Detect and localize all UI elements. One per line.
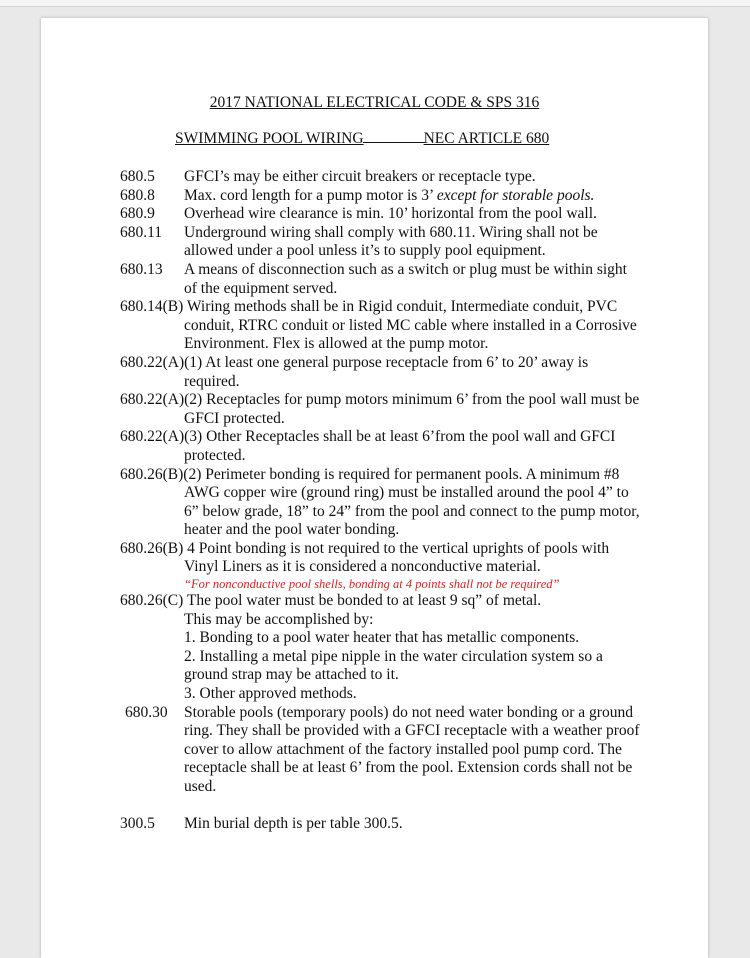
section-number: 680.5 bbox=[120, 168, 155, 185]
section-number: 680.22(A)(2) bbox=[120, 391, 207, 409]
section-number: 680.22(A)(1) bbox=[120, 353, 206, 371]
section-number: 680.13 bbox=[120, 260, 163, 278]
code-entry bbox=[120, 466, 640, 540]
section-text: 4 Point bonding is not required to the vertical uprights of pools with Vinyl Liners as it is considered a nonconductive material. bbox=[184, 539, 610, 576]
section-text: Overhead wire clearance is min. 10’ horizontal from the pool wall. bbox=[184, 205, 597, 223]
code-entry bbox=[120, 354, 640, 391]
section-text: Perimeter bonding is required for permanent pools. A minimum #8 AWG copper wire (ground ring) must be installed around the pool 4” to 6” below grade, 18” to 24” from the pool and connect to the pump motor, heater and the pool water bonding. bbox=[184, 465, 640, 539]
code-entry bbox=[120, 815, 640, 834]
code-entry bbox=[120, 187, 640, 206]
section-text: Receptacles for pump motors minimum 6’ from the pool wall must be GFCI protected. bbox=[184, 391, 640, 427]
list-item: 1. Bonding to a pool water heater that has metallic components. bbox=[184, 629, 580, 647]
code-entry bbox=[120, 592, 640, 611]
code-entry bbox=[120, 540, 640, 577]
code-entry bbox=[120, 168, 640, 187]
section-text: Min burial depth is per table 300.5. bbox=[184, 814, 403, 832]
code-entry bbox=[120, 205, 640, 224]
section-text: Other Receptacles shall be at least 6’from the pool wall and GFCI protected. bbox=[184, 428, 616, 464]
spacer bbox=[120, 797, 640, 815]
subtitle-topic: SWIMMING POOL WIRING bbox=[175, 130, 364, 147]
code-entry bbox=[120, 428, 640, 465]
section-number: 680.26(C) bbox=[120, 592, 187, 610]
list-item: 2. Installing a metal pipe nipple in the water circulation system so a ground strap may be attached to it. bbox=[184, 647, 603, 684]
code-entry bbox=[120, 261, 640, 298]
document-page bbox=[41, 18, 708, 958]
bonding-methods-intro: This may be accomplished by: bbox=[184, 610, 374, 628]
section-number: 680.8 bbox=[120, 186, 155, 204]
section-number: 680.9 bbox=[120, 205, 155, 223]
nonconductive-note: “For nonconductive pool shells, bonding at 4 points shall not be required” bbox=[184, 577, 560, 592]
section-text: Max. cord length for a pump motor is 3’ bbox=[184, 186, 437, 204]
section-number: 680.14(B) bbox=[120, 298, 187, 316]
section-text: The pool water must be bonded to at least 9 sq” of metal. bbox=[186, 592, 542, 610]
code-entry bbox=[120, 298, 640, 354]
document-title: 2017 NATIONAL ELECTRICAL CODE & SPS 316 bbox=[209, 94, 540, 111]
list-item: 3. Other approved methods. bbox=[184, 685, 357, 703]
code-entry bbox=[120, 391, 640, 428]
section-text: Storable pools (temporary pools) do not need water bonding or a ground ring. They shall be provided with a GFCI receptacle with a weather proof cover to allow attachment of the factory installed pool pump cord. The receptacle shall be at least 6’ from the pool. Extension cords shall not be used. bbox=[184, 703, 640, 795]
bonding-methods bbox=[120, 611, 640, 704]
section-number: 680.26(B) bbox=[120, 539, 188, 557]
code-entry bbox=[120, 704, 640, 797]
code-entry bbox=[120, 224, 640, 261]
subtitle-article: NEC ARTICLE 680 bbox=[423, 130, 550, 147]
section-text: At least one general purpose receptacle from 6’ to 20’ away is required. bbox=[184, 353, 589, 390]
document-body bbox=[120, 168, 640, 833]
section-text-italic: except for storable pools. bbox=[436, 186, 595, 204]
section-number: 680.30 bbox=[125, 703, 168, 721]
section-text: GFCI’s may be either circuit breakers or receptacle type. bbox=[184, 168, 536, 185]
section-text: Wiring methods shall be in Rigid conduit, Intermediate conduit, PVC conduit, RTRC conduit or listed MC cable where installed in a Corrosive Environment. Flex is allowed at the pump motor. bbox=[184, 298, 637, 353]
section-number: 680.11 bbox=[120, 223, 163, 241]
section-text: A means of disconnection such as a switch or plug must be within sight of the equipment served. bbox=[184, 260, 627, 297]
document-subtitle bbox=[175, 130, 549, 148]
section-text: Underground wiring shall comply with 680.11. Wiring shall not be allowed under a pool unless it’s to supply pool equipment. bbox=[184, 223, 598, 260]
subtitle-underline-gap bbox=[363, 130, 425, 143]
top-bar bbox=[0, 0, 750, 7]
section-number: 680.22(A)(3) bbox=[120, 428, 207, 446]
section-number: 300.5 bbox=[120, 814, 155, 832]
section-number: 680.26(B)(2) bbox=[120, 465, 206, 483]
